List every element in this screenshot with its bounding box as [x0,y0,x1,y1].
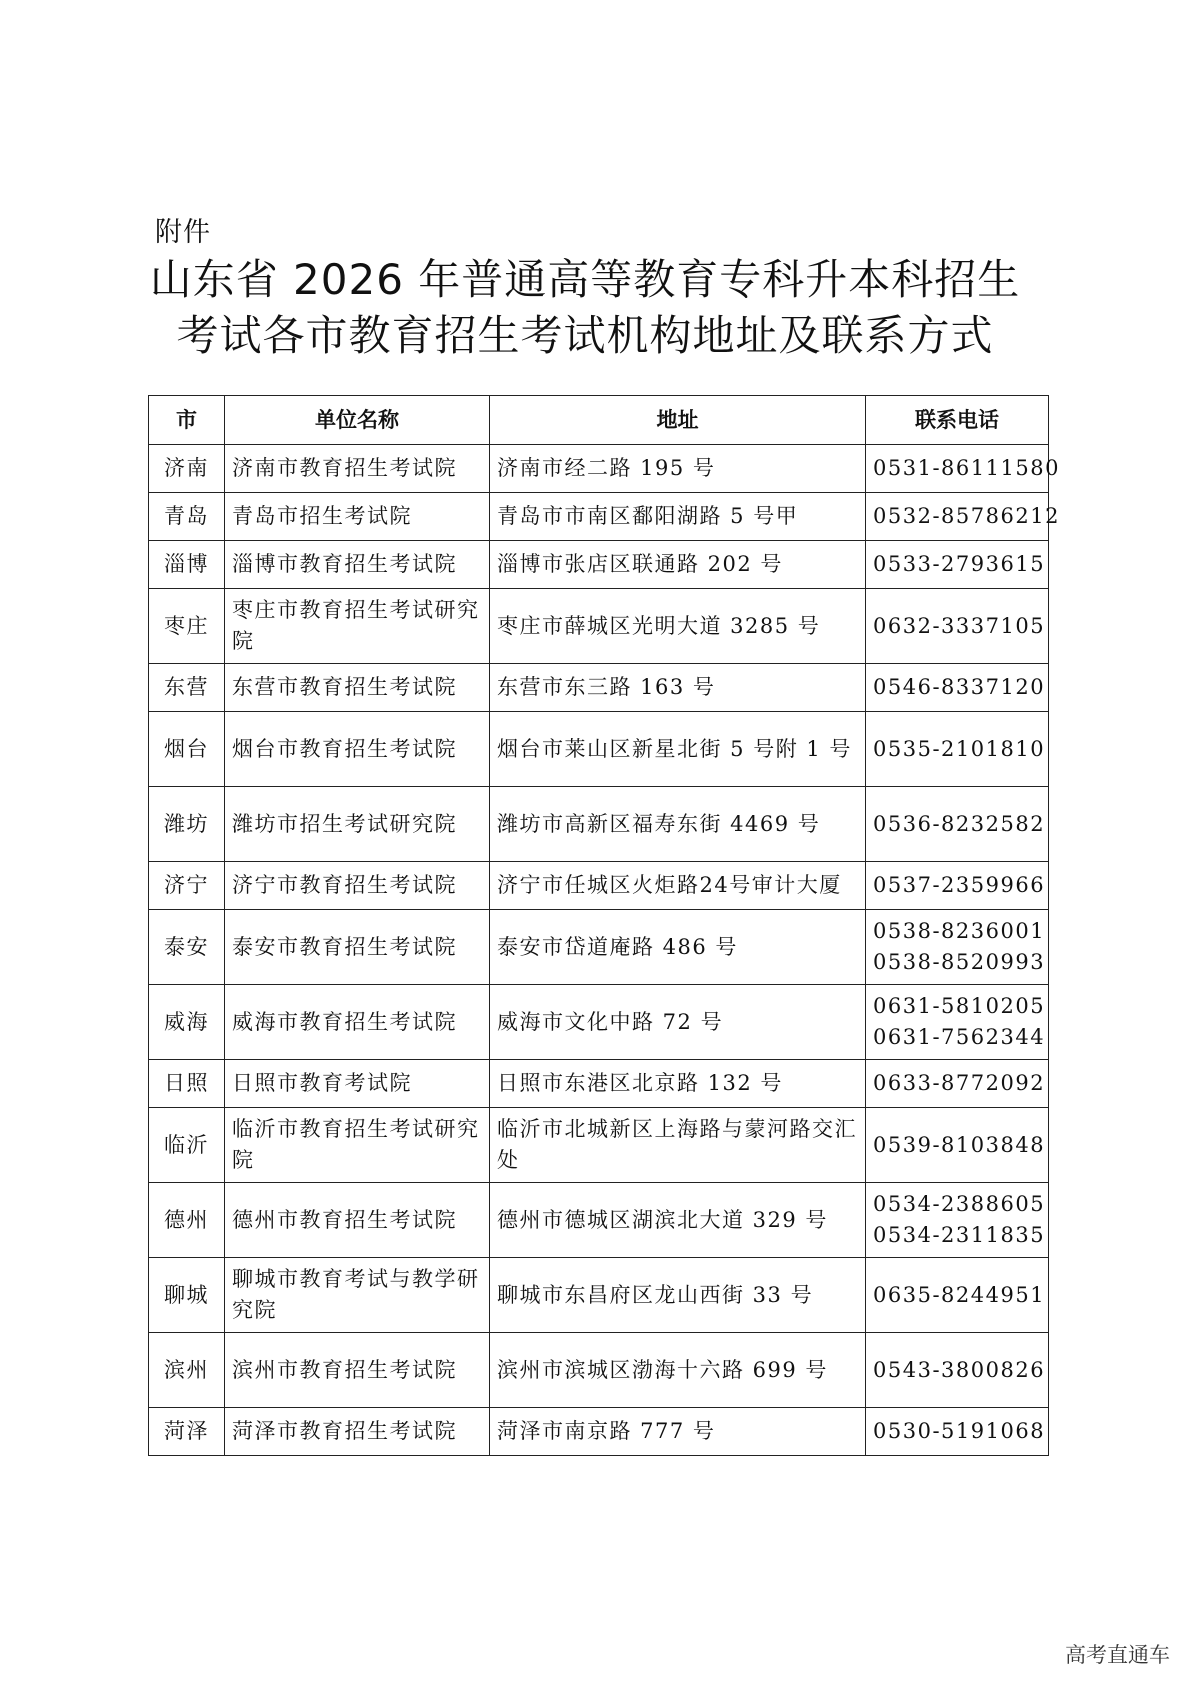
unit-name-cell: 济宁市教育招生考试院 [225,862,490,910]
table-row [149,787,1049,862]
phone-number: 0530-5191068 [873,1419,1046,1443]
document-title-line-1: 山东省 2026 年普通高等教育专科升本科招生 [149,255,1021,304]
header-address: 地址 [490,396,866,445]
address-cell: 滨州市滨城区渤海十六路 699 号 [490,1333,866,1408]
document-title-line-2: 考试各市教育招生考试机构地址及联系方式 [176,311,994,360]
phone-number: 0532-85786212 [873,504,1060,528]
unit-name-cell: 德州市教育招生考试院 [225,1183,490,1258]
phone-cell [866,787,1049,862]
phone-cell [866,1060,1049,1108]
table-row [149,910,1049,985]
table-row [149,712,1049,787]
address-cell: 日照市东港区北京路 132 号 [490,1060,866,1108]
city-cell: 东营 [149,664,225,712]
table-row [149,985,1049,1060]
unit-name-cell: 泰安市教育招生考试院 [225,910,490,985]
unit-name-cell: 枣庄市教育招生考试研究院 [225,589,490,664]
address-cell: 威海市文化中路 72 号 [490,985,866,1060]
city-cell: 菏泽 [149,1408,225,1456]
phone-cell [866,1108,1049,1183]
watermark: 高考直通车 [1065,1643,1170,1667]
phone-cell [866,445,1060,493]
city-cell: 潍坊 [149,787,225,862]
unit-name-cell: 日照市教育考试院 [225,1060,490,1108]
unit-name-cell: 滨州市教育招生考试院 [225,1333,490,1408]
address-cell: 德州市德城区湖滨北大道 329 号 [490,1183,866,1258]
phone-cell [866,1333,1049,1408]
table-row [149,1183,1049,1258]
city-cell: 济南 [149,445,225,493]
table-row [149,1060,1049,1108]
address-cell: 淄博市张店区联通路 202 号 [490,541,866,589]
city-cell: 泰安 [149,910,225,985]
address-cell: 东营市东三路 163 号 [490,664,866,712]
city-cell: 烟台 [149,712,225,787]
unit-name-cell: 威海市教育招生考试院 [225,985,490,1060]
unit-name-cell: 菏泽市教育招生考试院 [225,1408,490,1456]
address-cell: 青岛市市南区鄱阳湖路 5 号甲 [490,493,866,541]
phone-cell [866,910,1049,985]
phone-number: 0537-2359966 [873,873,1046,897]
phone-number: 0533-2793615 [873,552,1046,576]
unit-name-cell: 淄博市教育招生考试院 [225,541,490,589]
phone-number: 0543-3800826 [873,1357,1046,1382]
table-row [149,1258,1049,1333]
phone-number: 0539-8103848 [873,1132,1046,1157]
phone-cell [866,985,1049,1060]
phone-number: 0534-2388605 [873,1192,1046,1216]
phone-cell [866,1408,1049,1456]
address-cell: 潍坊市高新区福寿东街 4469 号 [490,787,866,862]
city-cell: 威海 [149,985,225,1060]
phone-number: 0535-2101810 [873,736,1046,761]
city-cell: 青岛 [149,493,225,541]
city-cell: 济宁 [149,862,225,910]
phone-number: 0534-2311835 [873,1223,1046,1247]
phone-number: 0536-8232582 [873,811,1046,836]
address-cell: 烟台市莱山区新星北街 5 号附 1 号 [490,712,866,787]
city-cell: 滨州 [149,1333,225,1408]
city-cell: 临沂 [149,1108,225,1183]
address-cell: 菏泽市南京路 777 号 [490,1408,866,1456]
phone-cell [866,712,1049,787]
phone-number: 0546-8337120 [873,675,1046,699]
address-cell: 聊城市东昌府区龙山西街 33 号 [490,1258,866,1333]
table-row [149,493,1049,541]
table-row [149,445,1049,493]
phone-cell [866,1258,1049,1333]
contacts-table [148,395,1060,1456]
address-cell: 济宁市任城区火炬路24号审计大厦 [490,862,866,910]
phone-number: 0531-86111580 [873,456,1060,480]
table-row [149,1108,1049,1183]
table-row [149,1408,1049,1456]
unit-name-cell: 济南市教育招生考试院 [225,445,490,493]
table-row [149,1333,1049,1408]
table-row [149,664,1049,712]
attachment-label: 附件 [155,217,211,248]
phone-number: 0635-8244951 [873,1282,1046,1307]
address-cell: 枣庄市薛城区光明大道 3285 号 [490,589,866,664]
unit-name-cell: 临沂市教育招生考试研究院 [225,1108,490,1183]
table-header-row [149,396,1049,445]
table-row [149,589,1049,664]
city-cell: 日照 [149,1060,225,1108]
phone-cell [866,493,1060,541]
city-cell: 聊城 [149,1258,225,1333]
header-phone: 联系电话 [866,396,1049,445]
unit-name-cell: 潍坊市招生考试研究院 [225,787,490,862]
unit-name-cell: 东营市教育招生考试院 [225,664,490,712]
city-cell: 枣庄 [149,589,225,664]
phone-number: 0538-8236001 [873,919,1046,943]
header-unit: 单位名称 [225,396,490,445]
phone-number: 0631-5810205 [873,994,1046,1018]
phone-number: 0633-8772092 [873,1071,1046,1095]
city-cell: 德州 [149,1183,225,1258]
table-row [149,541,1049,589]
phone-number: 0538-8520993 [873,950,1046,974]
phone-number: 0631-7562344 [873,1025,1046,1049]
address-cell: 济南市经二路 195 号 [490,445,866,493]
address-cell: 临沂市北城新区上海路与蒙河路交汇处 [490,1108,866,1183]
city-cell: 淄博 [149,541,225,589]
phone-number: 0632-3337105 [873,613,1046,638]
unit-name-cell: 烟台市教育招生考试院 [225,712,490,787]
phone-cell [866,1183,1049,1258]
table-row [149,862,1049,910]
unit-name-cell: 聊城市教育考试与教学研究院 [225,1258,490,1333]
unit-name-cell: 青岛市招生考试院 [225,493,490,541]
phone-cell [866,589,1049,664]
document-title [120,252,1050,364]
phone-cell [866,862,1049,910]
table-body [149,445,1060,1456]
address-cell: 泰安市岱道庵路 486 号 [490,910,866,985]
phone-cell [866,541,1049,589]
header-city: 市 [149,396,225,445]
phone-cell [866,664,1049,712]
